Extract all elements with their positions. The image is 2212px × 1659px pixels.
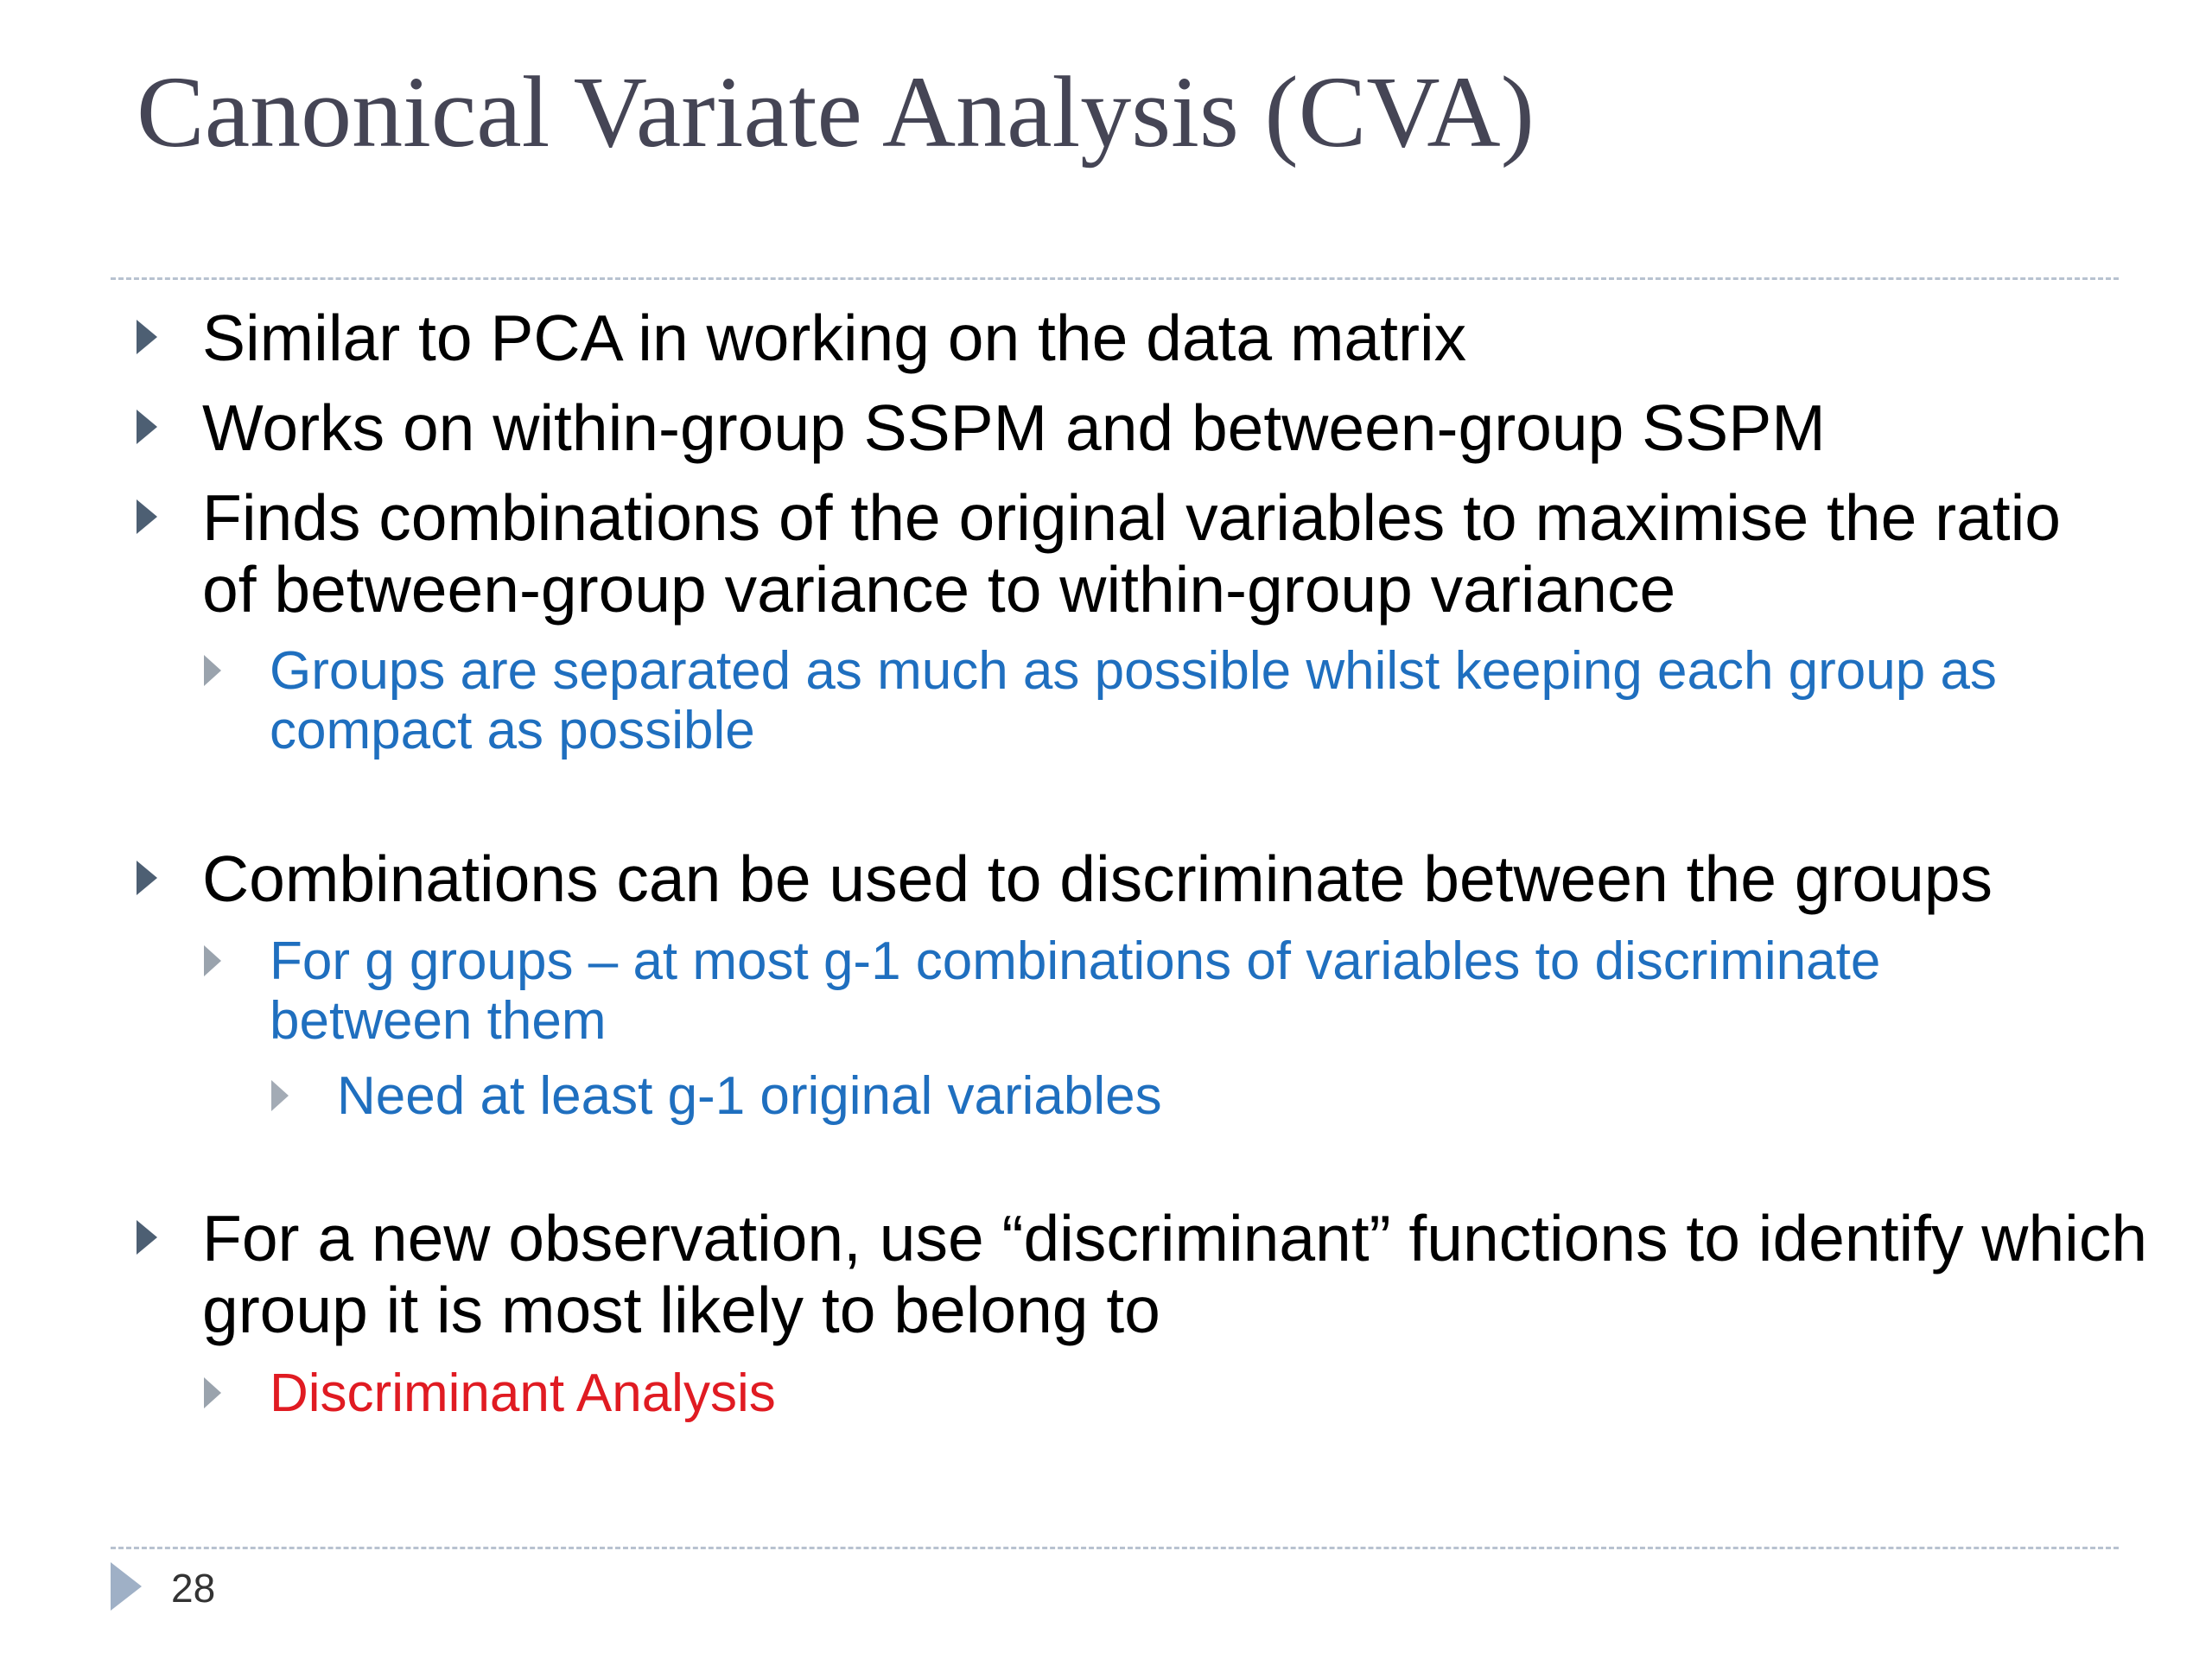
triangle-bullet-icon [137, 320, 157, 354]
bullet-text: Finds combinations of the original variables to maximise the ratio of between-group variance to within-group variance [202, 481, 2062, 626]
bullet-text: Need at least g-1 original variables [337, 1066, 1162, 1126]
slide-title: Canonical Variate Analysis (CVA) [137, 55, 1535, 168]
bullet-text: Similar to PCA in working on the data matrix [202, 302, 1467, 374]
triangle-bullet-icon [204, 1377, 221, 1408]
bullet-text: Works on within-group SSPM and between-group SSPM [202, 391, 1826, 464]
triangle-bullet-icon [137, 410, 157, 444]
bullet-item-new-observation [137, 1203, 2150, 1346]
bullet-text: Combinations can be used to discriminate between the groups [202, 842, 1993, 915]
bullet-text: Discriminant Analysis [270, 1363, 776, 1423]
triangle-bullet-icon [204, 945, 221, 976]
triangle-bullet-icon [204, 655, 221, 686]
triangle-bullet-icon [137, 861, 157, 895]
bullet-item-combinations-ratio [137, 482, 2124, 626]
sub-sub-bullet-original-variables [271, 1066, 1999, 1126]
bullet-text: For a new observation, use “discriminant” functions to identify which group it is most likely to belong to [202, 1202, 2148, 1346]
sub-bullet-groups-separated [204, 641, 2105, 760]
sub-bullet-g-groups [204, 931, 2062, 1051]
page-marker-icon [111, 1562, 142, 1611]
triangle-bullet-icon [137, 1220, 157, 1255]
triangle-bullet-icon [271, 1080, 289, 1111]
bullet-item-pca-similarity [137, 302, 2150, 374]
bullet-text: For g groups – at most g-1 combinations of variables to discriminate between them [270, 931, 1881, 1051]
bullet-item-sspm [137, 392, 2150, 464]
page-number: 28 [171, 1566, 216, 1611]
bottom-divider [111, 1547, 2119, 1549]
triangle-bullet-icon [137, 499, 157, 534]
bullet-item-discriminate [137, 843, 2176, 915]
top-divider [111, 277, 2119, 280]
sub-bullet-discriminant-analysis [204, 1363, 1932, 1423]
bullet-text: Groups are separated as much as possible whilst keeping each group as compact as possible [270, 641, 1997, 760]
